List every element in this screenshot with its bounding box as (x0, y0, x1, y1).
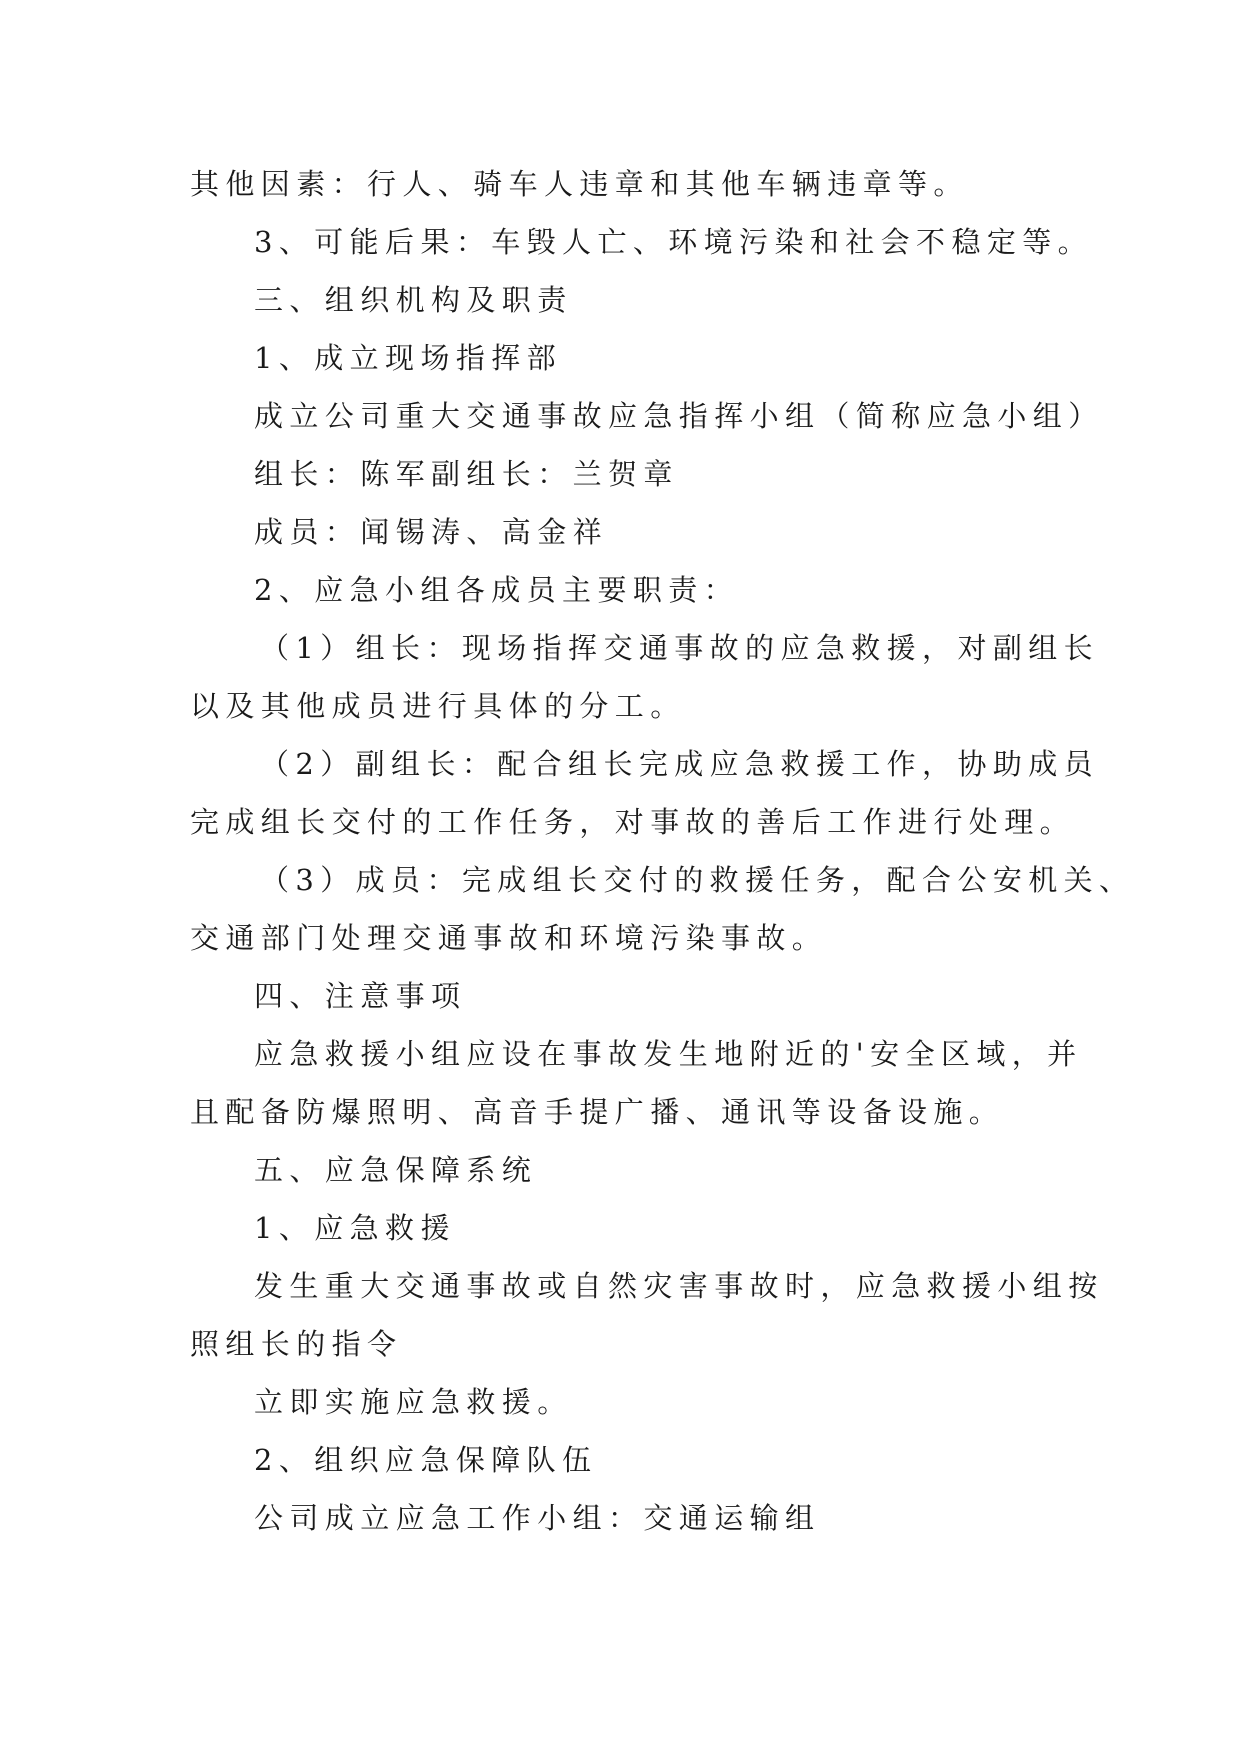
section-heading: 五、应急保障系统 (254, 1153, 538, 1187)
paragraph-line: 以及其他成员进行具体的分工。 (190, 689, 686, 723)
paragraph-line: 发生重大交通事故或自然灾害事故时，应急救援小组按 (254, 1269, 1104, 1303)
paragraph-line: 完成组长交付的工作任务，对事故的善后工作进行处理。 (190, 805, 1076, 839)
section-heading: 四、注意事项 (254, 979, 467, 1013)
paragraph-line: （1）组长：现场指挥交通事故的应急救援，对副组长 (260, 631, 1100, 665)
section-heading: 三、组织机构及职责 (254, 283, 573, 317)
paragraph-line: 成员：闻锡涛、高金祥 (254, 515, 609, 549)
paragraph-line: 3、可能后果：车毁人亡、环境污染和社会不稳定等。 (254, 225, 1094, 259)
paragraph-line: 交通部门处理交通事故和环境污染事故。 (190, 921, 828, 955)
subsection-heading: 2、组织应急保障队伍 (254, 1443, 598, 1477)
document-body (190, 155, 1135, 1547)
paragraph-line: 其他因素：行人、骑车人违章和其他车辆违章等。 (190, 167, 969, 201)
paragraph-line: 应急救援小组应设在事故发生地附近的'安全区域，并 (254, 1037, 1083, 1071)
paragraph-line: 且配备防爆照明、高音手提广播、通讯等设备设施。 (190, 1095, 1005, 1129)
paragraph-line: （2）副组长：配合组长完成应急救援工作，协助成员 (260, 747, 1100, 781)
subsection-heading: 1、成立现场指挥部 (254, 341, 563, 375)
paragraph-line: 公司成立应急工作小组：交通运输组 (254, 1501, 821, 1535)
subsection-heading: 1、应急救援 (254, 1211, 456, 1245)
paragraph-line: （3）成员：完成组长交付的救援任务，配合公安机关、 (260, 863, 1135, 897)
paragraph-line: 成立公司重大交通事故应急指挥小组（简称应急小组） (254, 399, 1104, 433)
subsection-heading: 2、应急小组各成员主要职责： (254, 573, 740, 607)
paragraph-line: 组长：陈军副组长：兰贺章 (254, 457, 679, 491)
paragraph-line: 立即实施应急救援。 (254, 1385, 573, 1419)
paragraph-line: 照组长的指令 (190, 1327, 403, 1361)
